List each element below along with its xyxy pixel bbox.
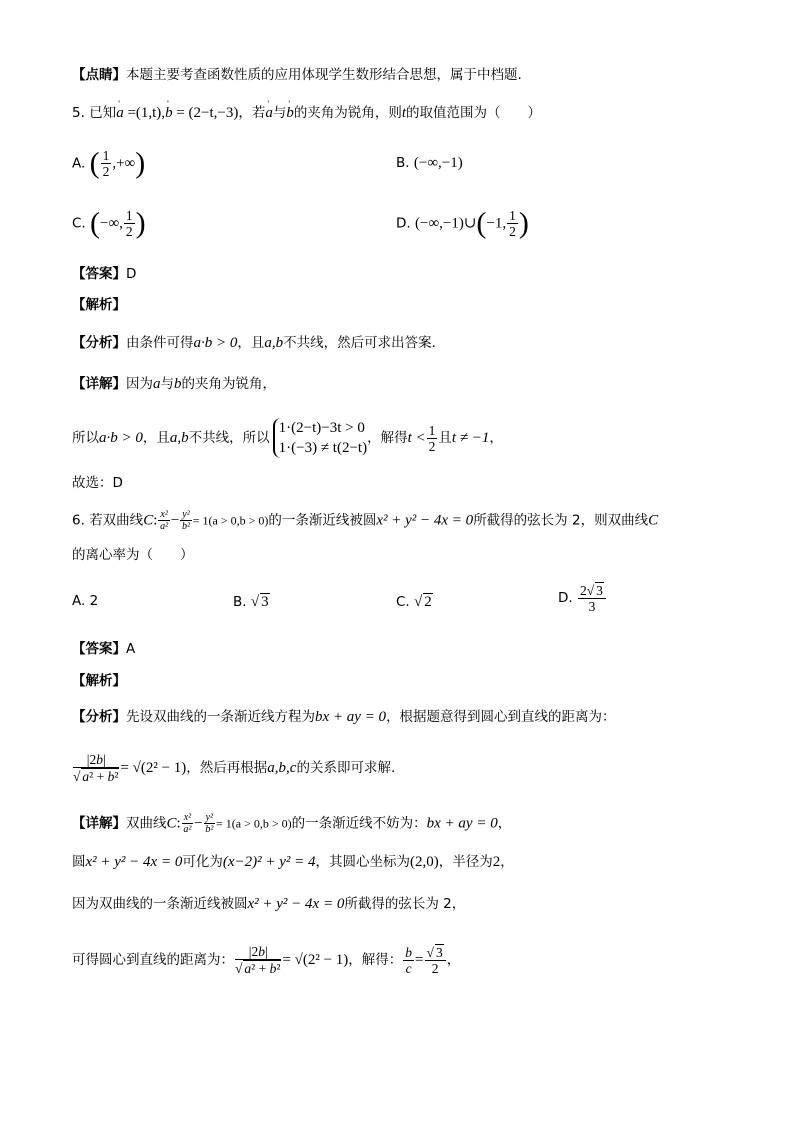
q5-detail-1: 【详解】因为a与b的夹角为锐角，	[72, 376, 276, 392]
q5-option-d: D. (−∞,−1)∪(−1, $\frac{1}{2}$ )	[396, 206, 529, 240]
q6-analysis-2: $\frac{|2b|}{\text{√ a² + b²}}$ = √(2² − 1)，然后再根据a,b,c的关系即可求解.	[73, 752, 396, 784]
q5-analysis-tag: 【解析】	[72, 297, 126, 313]
q6-option-a: A. 2	[72, 593, 99, 609]
q5-option-b: B. (−∞,−1)	[396, 155, 463, 171]
q6-answer: 【答案】A	[72, 641, 136, 657]
q5-option-c: C. (−∞, $\frac{1}{2}$ )	[72, 206, 146, 240]
vector-b: ' b	[165, 104, 173, 122]
q5-detail-2: 所以a·b > 0，且a,b不共线，所以 1·(2−t)−3t > 0 1·(−3) ≠ t(2−t) ，解得t < $\frac{1}{2}$ 且t ≠ −1，	[72, 420, 503, 456]
vector-a: ' a	[116, 104, 124, 122]
q6-option-b: B. √ 3	[233, 594, 269, 610]
question-6-stem-2: 的离心率为（ ）	[72, 547, 194, 563]
q5-choose: 故选：D	[72, 475, 123, 491]
q5-number: 5.	[72, 105, 85, 121]
question-6-stem: 6. 若双曲线C: $\frac{\text{x²}}{\text{a²}}$ − $\frac{\text{y²}}{\text{b²}}$ = 1(a > 0,b > 0)的一条渐近线被圆x² + y² − 4x = 0所截得的弦长为 2，则双曲线C	[72, 509, 659, 532]
q5-answer: 【答案】D	[72, 266, 137, 282]
q6-option-c: C. √ 2	[396, 594, 432, 610]
comment-line	[72, 66, 522, 84]
q6-analysis-tag: 【解析】	[72, 673, 126, 689]
q6-detail-3: 因为双曲线的一条渐近线被圆x² + y² − 4x = 0所截得的弦长为 2，	[72, 896, 466, 912]
q6-analysis-1: 【分析】先设双曲线的一条渐近线方程为bx + ay = 0，根据题意得到圆心到直线的距离为：	[72, 709, 616, 725]
q5-analysis: 【分析】由条件可得a·b > 0，且a,b不共线，然后可求出答案.	[72, 335, 436, 351]
q6-detail-4: 可得圆心到直线的距离为： $\frac{|2b|}{\text{√ a² + b²}}$ = √(2² − 1)，解得： $\frac{b}{c}$ = $\frac{√ 3}{2}$ ，	[72, 944, 461, 976]
q6-detail-2: 圆x² + y² − 4x = 0可化为(x−2)² + y² = 4，其圆心坐标为(2,0)，半径为2，	[72, 854, 514, 870]
comment-text: 本题主要考查函数性质的应用体现学生数形结合思想，属于中档题.	[126, 67, 522, 83]
q5-option-a: A. ( $\frac{1}{2}$ ,+∞)	[72, 146, 146, 180]
comment-tag: 【点睛】	[72, 67, 126, 83]
q6-option-d: D. $\frac{2√ 3}{3}$	[558, 582, 607, 614]
question-5-stem: 5. 已知' a =(1,t),' b = (2−t,−3)，若' a与' b的夹角为锐角，则t的取值范围为（ ）	[72, 104, 541, 122]
q6-detail-1: 【详解】双曲线C: $\frac{\text{x²}}{\text{a²}}$ − $\frac{\text{y²}}{\text{b²}}$ = 1(a > 0,b > 0)的一条渐近线不妨为：bx + ay = 0，	[72, 812, 512, 835]
inequality-system: 1·(2−t)−3t > 0 1·(−3) ≠ t(2−t)	[273, 418, 367, 458]
